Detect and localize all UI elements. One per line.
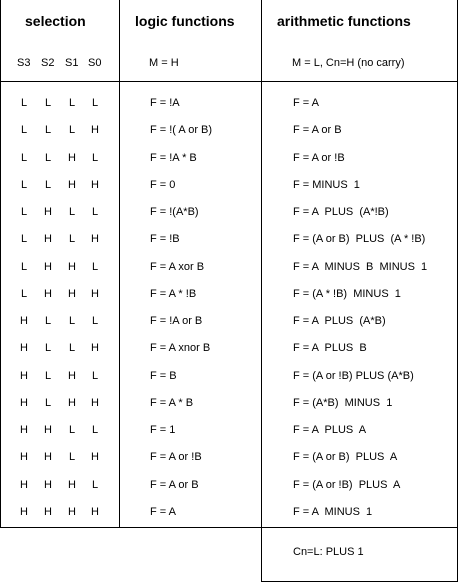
selection-s3-cell: L	[20, 261, 28, 273]
selection-s3-cell: H	[20, 370, 28, 382]
logic-function-cell: F = A or B	[150, 479, 199, 491]
subheader-s1: S1	[65, 57, 79, 69]
logic-function-cell: F = !(A*B)	[150, 206, 199, 218]
selection-s1-cell: H	[68, 397, 76, 409]
logic-function-cell: F = A * !B	[150, 288, 197, 300]
selection-s2-cell: L	[44, 152, 52, 164]
logic-function-cell: F = !A * B	[150, 152, 197, 164]
logic-function-cell: F = A xor B	[150, 261, 205, 273]
selection-s2-cell: H	[44, 261, 52, 273]
logic-function-cell: F = !A or B	[150, 315, 203, 327]
logic-function-cell: F = !B	[150, 233, 180, 245]
selection-s0-cell: H	[91, 397, 99, 409]
selection-logic-divider	[119, 0, 120, 527]
selection-s2-cell: L	[44, 397, 52, 409]
selection-s2-cell: H	[44, 424, 52, 436]
header-selection: selection	[25, 13, 86, 29]
selection-s2-cell: H	[44, 479, 52, 491]
arithmetic-function-cell: F = (A or B) PLUS (A * !B)	[293, 233, 426, 245]
left-border	[0, 0, 1, 527]
selection-s3-cell: H	[20, 479, 28, 491]
selection-s0-cell: L	[91, 206, 99, 218]
subheader-arith-mode: M = L, Cn=H (no carry)	[292, 57, 405, 69]
selection-s2-cell: H	[44, 233, 52, 245]
logic-function-cell: F = A or !B	[150, 451, 202, 463]
selection-s3-cell: L	[20, 124, 28, 136]
arithmetic-function-cell: F = A PLUS A	[293, 424, 367, 436]
logic-function-cell: F = 0	[150, 179, 176, 191]
selection-s1-cell: L	[68, 424, 76, 436]
selection-s2-cell: H	[44, 506, 52, 518]
logic-function-cell: F = A * B	[150, 397, 194, 409]
selection-s3-cell: L	[20, 152, 28, 164]
selection-s1-cell: H	[68, 506, 76, 518]
header-arithmetic-functions: arithmetic functions	[277, 13, 411, 29]
selection-s0-cell: L	[91, 370, 99, 382]
selection-s2-cell: L	[44, 124, 52, 136]
arithmetic-function-cell: F = A or !B	[293, 152, 345, 164]
selection-s0-cell: L	[91, 97, 99, 109]
selection-s3-cell: H	[20, 451, 28, 463]
arithmetic-function-cell: F = A	[293, 97, 319, 109]
logic-function-cell: F = A xnor B	[150, 342, 211, 354]
selection-s0-cell: H	[91, 342, 99, 354]
selection-s1-cell: H	[68, 179, 76, 191]
arithmetic-function-cell: F = A MINUS B MINUS 1	[293, 261, 428, 273]
selection-s0-cell: H	[91, 233, 99, 245]
carry-note: Cn=L: PLUS 1	[293, 546, 364, 558]
selection-s0-cell: H	[91, 451, 99, 463]
arithmetic-function-cell: F = A PLUS (A*!B)	[293, 206, 389, 218]
arithmetic-function-cell: F = (A*B) MINUS 1	[293, 397, 393, 409]
selection-s0-cell: H	[91, 506, 99, 518]
selection-s3-cell: L	[20, 288, 28, 300]
selection-s1-cell: L	[68, 342, 76, 354]
selection-s1-cell: L	[68, 124, 76, 136]
arithmetic-function-cell: F = A MINUS 1	[293, 506, 373, 518]
selection-s1-cell: L	[68, 315, 76, 327]
subheader-s0: S0	[88, 57, 102, 69]
selection-s0-cell: L	[91, 152, 99, 164]
selection-s2-cell: L	[44, 97, 52, 109]
selection-s2-cell: L	[44, 342, 52, 354]
arithmetic-function-cell: F = MINUS 1	[293, 179, 360, 191]
subheader-logic-mode: M = H	[149, 57, 179, 69]
selection-s2-cell: L	[44, 315, 52, 327]
arithmetic-function-cell: F = (A or !B) PLUS A	[293, 479, 401, 491]
selection-s0-cell: H	[91, 288, 99, 300]
selection-s3-cell: L	[20, 233, 28, 245]
selection-s2-cell: H	[44, 288, 52, 300]
logic-function-cell: F = B	[150, 370, 177, 382]
header-divider	[0, 81, 458, 82]
selection-s3-cell: H	[20, 397, 28, 409]
logic-function-cell: F = !( A or B)	[150, 124, 213, 136]
subheader-s3: S3	[17, 57, 31, 69]
arithmetic-function-cell: F = A PLUS (A*B)	[293, 315, 386, 327]
selection-s3-cell: L	[20, 206, 28, 218]
arithmetic-function-cell: F = A PLUS B	[293, 342, 367, 354]
arithmetic-function-cell: F = (A * !B) MINUS 1	[293, 288, 401, 300]
selection-s1-cell: L	[68, 451, 76, 463]
selection-s0-cell: L	[91, 261, 99, 273]
selection-s3-cell: H	[20, 506, 28, 518]
selection-s2-cell: H	[44, 451, 52, 463]
selection-s3-cell: H	[20, 424, 28, 436]
selection-s2-cell: L	[44, 179, 52, 191]
selection-s1-cell: H	[68, 261, 76, 273]
selection-s2-cell: L	[44, 370, 52, 382]
selection-s3-cell: H	[20, 315, 28, 327]
logic-arith-divider	[261, 0, 262, 582]
logic-function-cell: F = !A	[150, 97, 180, 109]
selection-s1-cell: H	[68, 370, 76, 382]
selection-s1-cell: L	[68, 233, 76, 245]
selection-s3-cell: H	[20, 342, 28, 354]
selection-s0-cell: H	[91, 124, 99, 136]
logic-function-cell: F = A	[150, 506, 176, 518]
header-logic-functions: logic functions	[135, 13, 235, 29]
table-bottom-border	[0, 527, 458, 528]
selection-s1-cell: H	[68, 288, 76, 300]
selection-s0-cell: L	[91, 315, 99, 327]
selection-s2-cell: H	[44, 206, 52, 218]
selection-s3-cell: L	[20, 97, 28, 109]
logic-function-cell: F = 1	[150, 424, 176, 436]
footer-bottom-border	[261, 581, 458, 582]
selection-s1-cell: L	[68, 206, 76, 218]
selection-s0-cell: L	[91, 424, 99, 436]
selection-s0-cell: L	[91, 479, 99, 491]
selection-s1-cell: L	[68, 97, 76, 109]
selection-s1-cell: H	[68, 479, 76, 491]
subheader-s2: S2	[41, 57, 55, 69]
arithmetic-function-cell: F = (A or !B) PLUS (A*B)	[293, 370, 414, 382]
selection-s3-cell: L	[20, 179, 28, 191]
arithmetic-function-cell: F = A or B	[293, 124, 342, 136]
selection-s1-cell: H	[68, 152, 76, 164]
arithmetic-function-cell: F = (A or B) PLUS A	[293, 451, 398, 463]
selection-s0-cell: H	[91, 179, 99, 191]
